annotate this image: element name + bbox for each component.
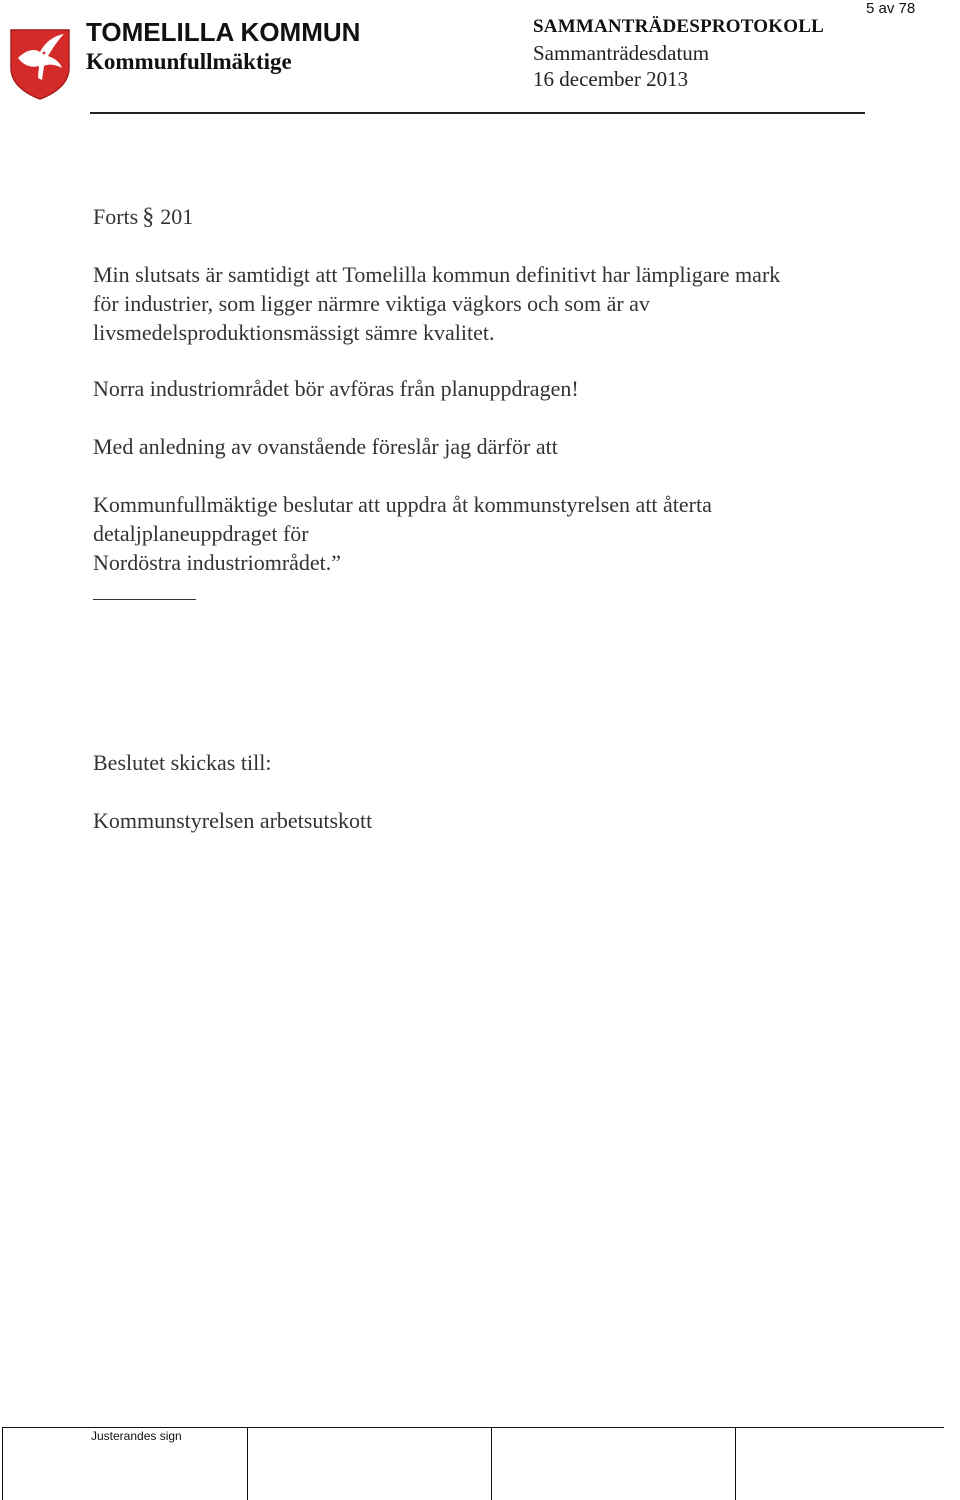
- org-body: Kommunfullmäktige: [86, 49, 292, 74]
- paragraph-proposal-intro: Med anledning av ovanstående föreslår jag därför att: [93, 434, 558, 459]
- paragraph-proposal: [93, 490, 883, 577]
- meeting-date-label: Sammanträdesdatum: [533, 41, 710, 65]
- municipal-coat-of-arms-icon: [8, 28, 72, 100]
- header-divider: [90, 112, 865, 114]
- paragraph-line: detaljplaneuppdraget för: [93, 521, 309, 546]
- section-symbol: §: [142, 204, 155, 230]
- distribution-recipient: Kommunstyrelsen arbetsutskott: [93, 808, 373, 833]
- signature-cell: [735, 1427, 944, 1500]
- section-prefix: Forts: [93, 204, 139, 229]
- section-reference: [93, 202, 193, 232]
- signature-label: Justerandes sign: [91, 1429, 182, 1443]
- section-end-rule: [93, 599, 196, 600]
- section-number: 201: [160, 204, 194, 229]
- paragraph-line: för industrier, som ligger närmre viktiga vägkors och som är av: [93, 291, 650, 316]
- paragraph-statement: Norra industriområdet bör avföras från planuppdragen!: [93, 376, 579, 401]
- paragraph-line: livsmedelsproduktionsmässigt sämre kvalitet.: [93, 320, 495, 345]
- meeting-date: 16 december 2013: [533, 67, 689, 91]
- paragraph-line: Kommunfullmäktige beslutar att uppdra åt kommunstyrelsen att återta: [93, 492, 712, 517]
- paragraph-line: Nordöstra industriområdet.”: [93, 550, 342, 575]
- org-name: TOMELILLA KOMMUN: [86, 17, 361, 47]
- signature-cell: [247, 1427, 491, 1500]
- paragraph-conclusion: [93, 260, 883, 347]
- paragraph-line: Min slutsats är samtidigt att Tomelilla kommun definitivt har lämpligare mark: [93, 262, 781, 287]
- distribution-label: Beslutet skickas till:: [93, 750, 272, 775]
- signature-cell: [491, 1427, 735, 1500]
- document-type: SAMMANTRÄDESPROTOKOLL: [533, 16, 824, 37]
- page-number: 5 av 78: [866, 0, 916, 17]
